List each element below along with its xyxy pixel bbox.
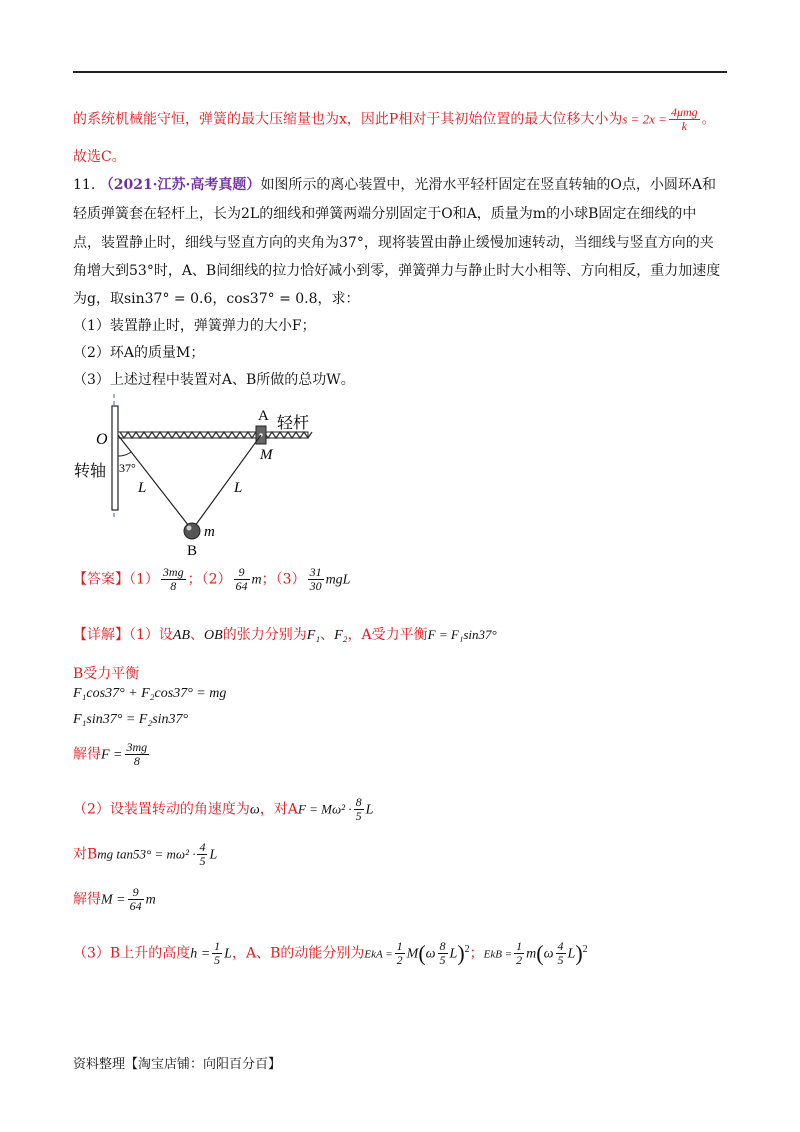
eka-square: 2: [464, 943, 470, 955]
h-denominator: 5: [214, 953, 221, 967]
string-ob: [118, 435, 192, 530]
line-1-text: 的系统机械能守恒，弹簧的最大压缩量也为x，因此P相对于其初始位置的最大位移大小为: [73, 111, 623, 128]
detail-sep-2: 、: [320, 627, 335, 643]
detail-4a: （3）B上升的高度: [73, 945, 191, 962]
detail-4-h: h =: [190, 946, 211, 962]
text-line-1: [73, 106, 716, 133]
detail-2-eq: F = Mω² ·: [297, 801, 352, 817]
label-l-left: L: [138, 480, 147, 496]
answer-3-numerator: 31: [309, 565, 322, 579]
question-source: （2021·江苏·高考真题）: [99, 177, 261, 193]
question-number: 11.: [73, 177, 96, 193]
solve-1-lhs: F =: [101, 747, 123, 763]
solve-2-lhs: M =: [101, 892, 126, 908]
question-text-4: 角增大到53°时，A、B间细线的拉力恰好减小到零，弹簧弹力与静止时大小相等、方向相反，重力加速度: [73, 263, 721, 279]
detail-2a: （2）设装置转动的角速度为: [73, 801, 250, 818]
eka-half-denominator: 2: [396, 953, 403, 967]
label-axis: 转轴: [74, 461, 107, 480]
detail-solve-1: [73, 741, 151, 768]
line-1-end: 。: [701, 111, 716, 128]
detail-4b: ，A、B的动能分别为: [231, 945, 365, 962]
question-text-1: 如图所示的离心装置中，光滑水平轻杆固定在竖直转轴的O点，小圆环A和: [260, 177, 717, 193]
ekb-lhs: EkB =: [483, 948, 513, 961]
question-line-1: [73, 174, 716, 194]
ball-highlight: [187, 526, 192, 531]
header-rule: [73, 71, 727, 73]
detail-3-denominator: 5: [199, 854, 206, 868]
eka-denominator: 5: [439, 953, 446, 967]
eka-omega: ω: [425, 946, 436, 962]
answer-2-denominator: 64: [235, 579, 248, 593]
answer-3-tail: mgL: [325, 572, 351, 588]
label-a: A: [258, 408, 269, 424]
detail-2b: ，对A: [259, 801, 298, 818]
detail-line-4: （3）B上升的高度h = $\frac{1}{5}$ L，A、B的动能分别为EkA = $\frac{1}{2}$ M(ω $\frac{8}{5}$ L)$^2$；EkB = $\frac{1}{2}$ m(ω $\frac{4}{5}$ L)$^2$: [73, 939, 588, 967]
question-text-5: 为g，取sin37° = 0.6，cos37° = 0.8，求：: [73, 291, 360, 307]
solve-2-numerator: 9: [128, 886, 144, 900]
answer-sep-1: ；（2）: [187, 571, 232, 588]
question-part-3: （3）上述过程中装置对A、B所做的总功W。: [73, 372, 355, 388]
answer-2-tail: m: [251, 572, 262, 588]
solve-2-fraction: [128, 886, 144, 913]
detail-2-fraction: [354, 796, 364, 823]
line-1-fraction: [669, 106, 700, 133]
angle-arc: [118, 452, 131, 456]
label-o: O: [96, 431, 108, 448]
label-b: B: [187, 543, 198, 559]
detail-tag: 【详解】: [73, 627, 129, 643]
detail-ab: AB: [172, 628, 191, 643]
detail-1a: （1）设: [129, 627, 173, 643]
label-mass-m: m: [204, 524, 215, 540]
ekb-numerator: 4: [557, 939, 564, 953]
answer-part-1-label: （1）: [129, 571, 159, 588]
answer-1-numerator: 3mg: [162, 565, 184, 579]
detail-4-h-fraction: [212, 940, 222, 967]
answer-3-denominator: 30: [309, 579, 322, 593]
detail-omega: ω: [249, 802, 260, 818]
eka-fraction: [438, 940, 448, 967]
question-part-2: （2）环A的质量M；: [73, 345, 205, 361]
footer-note: 资料整理【淘宝店铺：向阳百分百】: [73, 1057, 282, 1072]
detail-eq-1: F₁cos37° + F₂cos37° = mg: [73, 686, 227, 701]
detail-2-denominator: 5: [355, 809, 362, 823]
solve-2-label: 解得: [73, 891, 101, 908]
answer-3-fraction: [308, 566, 324, 593]
detail-eq-2: F₁sin37° = F₂sin37°: [73, 712, 189, 727]
ekb-mass: m: [526, 946, 537, 962]
question-text-2: 轻质弹簧套在轻杆上，长为2L的细线和弹簧两端分别固定于O和A，质量为m的小球B固定在细线的中: [73, 206, 697, 222]
detail-f1: F₁: [306, 628, 321, 643]
detail-3-fraction: [197, 841, 207, 868]
solve-2-denominator: 64: [129, 899, 142, 913]
solve-2-tail: m: [145, 892, 156, 908]
h-numerator: 1: [214, 939, 221, 953]
answer-1-denominator: 8: [170, 579, 177, 593]
ekb-length: L: [567, 946, 576, 962]
detail-2-numerator: 8: [355, 795, 362, 809]
eka-numerator: 8: [439, 939, 446, 953]
line-1-numerator: 4μmg: [670, 105, 698, 119]
detail-1c: ，A受力平衡: [347, 627, 428, 643]
h-tail: L: [224, 946, 232, 962]
solve-1-numerator: 3mg: [126, 740, 148, 754]
label-rod: 轻杆: [277, 413, 310, 432]
solve-1-fraction: [125, 741, 150, 768]
answer-sep-2: ；（3）: [261, 571, 306, 588]
eka-half: [395, 940, 405, 967]
detail-2-tail: L: [365, 802, 374, 818]
detail-eq-a: F = F₁sin37°: [427, 627, 497, 642]
answer-2-numerator: 9: [234, 566, 250, 580]
ekb-omega: ω: [543, 946, 554, 962]
text-line-2: 故选C。: [73, 149, 126, 165]
eka-length: L: [449, 946, 458, 962]
answer-1-fraction: [161, 566, 186, 593]
eka-mass: M: [406, 946, 419, 962]
detail-solve-2: [73, 886, 156, 913]
centrifuge-diagram: [70, 390, 330, 560]
answer-2-fraction: [234, 566, 250, 593]
ball-b: [184, 523, 200, 539]
ekb-half-denominator: 2: [516, 953, 523, 967]
detail-1b: 的张力分别为: [222, 627, 307, 643]
eka-half-numerator: 1: [396, 939, 403, 953]
ekb-half-numerator: 1: [516, 939, 523, 953]
string-ab: [192, 435, 261, 530]
eka-lhs: EkA =: [364, 948, 393, 961]
solve-1-label: 解得: [73, 746, 101, 763]
label-angle: 37°: [119, 461, 136, 475]
detail-line-1: [73, 624, 497, 644]
question-text-3: 点，装置静止时，细线与竖直方向的夹角为37°，现将装置由静止缓慢加速转动，当细线与竖直方向的夹: [73, 235, 714, 251]
question-part-1: （1）装置静止时，弹簧弹力的大小F；: [73, 318, 316, 334]
detail-ob: OB: [204, 628, 223, 643]
label-l-right: L: [234, 480, 243, 496]
answer-tag: 【答案】: [73, 571, 129, 588]
detail-3-eq: mg tan53° = mω² ·: [97, 846, 196, 862]
detail-b-balance: B受力平衡: [73, 666, 140, 682]
line-1-denominator: k: [681, 119, 687, 133]
detail-line-3: [73, 841, 217, 868]
label-m-point: M: [260, 447, 273, 463]
detail-3-tail: L: [209, 847, 218, 863]
detail-4-semicolon: ；: [469, 945, 484, 962]
detail-line-2: [73, 796, 373, 823]
ekb-fraction: [556, 940, 566, 967]
line-1-equation: s = 2x =: [622, 111, 667, 127]
ekb-square: 2: [582, 943, 588, 955]
solve-1-denominator: 8: [133, 754, 140, 768]
detail-3-numerator: 4: [199, 840, 206, 854]
detail-f2: F₂: [334, 628, 348, 643]
vertical-shaft: [112, 406, 118, 510]
detail-3a: 对B: [73, 846, 98, 863]
ekb-half: [514, 940, 524, 967]
detail-sep: 、: [190, 627, 205, 643]
ekb-denominator: 5: [557, 953, 564, 967]
answer-line: [73, 566, 350, 593]
